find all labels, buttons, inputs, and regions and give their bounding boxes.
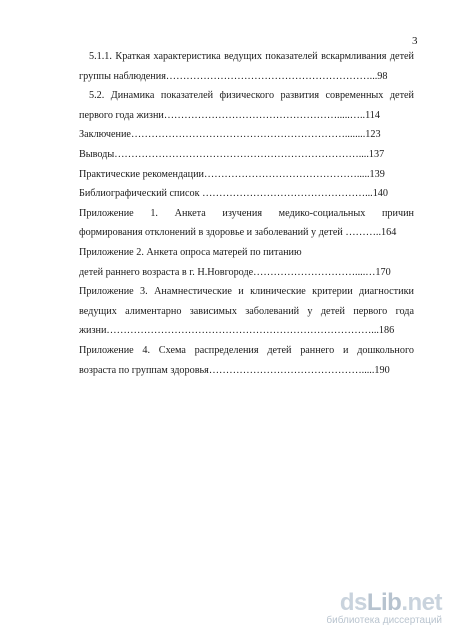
logo-wordmark xyxy=(340,591,442,615)
toc-entry-appendix-3: Приложение 3. Анамнестические и клинические критерии диагностики xyxy=(79,286,414,298)
toc-entry-5-1-1-cont: группы наблюдения……………………………………………………...98 xyxy=(79,70,388,82)
toc-entry-5-2: 5.2. Динамика показателей физического развития современных детей xyxy=(89,90,414,102)
toc-entry-recommendations: Практические рекомендации……………………………………….....139 xyxy=(79,168,385,180)
logo-lib: Lib xyxy=(366,589,402,616)
toc-entry-appendix-4-cont: возраста по группам здоровья……………………………………….....190 xyxy=(79,364,390,376)
logo-ds: ds xyxy=(339,589,367,616)
toc-entry-appendix-1-cont: формирования отклонений в здоровье и заболеваний у детей ………..164 xyxy=(79,227,397,239)
toc-entry-appendix-1: Приложение 1. Анкета изучения медико-социальных причин xyxy=(79,207,414,219)
dslib-watermark-logo[interactable] xyxy=(292,591,442,627)
toc-entry-appendix-3-cont: ведущих алиментарно зависимых заболеваний у детей первого года xyxy=(79,305,414,317)
table-of-contents xyxy=(79,47,414,380)
toc-entry-appendix-4: Приложение 4. Схема распределения детей раннего и дошкольного xyxy=(79,344,414,356)
toc-entry-5-1-1: 5.1.1. Краткая характеристика ведущих показателей вскармливания детей xyxy=(89,51,414,62)
logo-tagline: библиотека диссертаций xyxy=(326,615,442,626)
toc-entry-conclusion: Заключение………………………………………………………........123 xyxy=(79,129,381,141)
page-number: 3 xyxy=(412,35,418,47)
toc-entry-bibliography: Библиографический список …………………………………………...140 xyxy=(79,188,388,200)
toc-entry-5-2-cont: первого года жизни…………………………………………….....…..114 xyxy=(79,109,380,121)
toc-entry-appendix-2: Приложение 2. Анкета опроса матерей по питанию xyxy=(79,246,302,258)
toc-entry-appendix-2-cont: детей раннего возраста в г. Н.Новгороде…………………………....…170 xyxy=(79,266,391,278)
toc-entry-appendix-3-cont2: жизни……………………………………………………………………...186 xyxy=(79,325,395,337)
toc-entry-findings: Выводы………………………………………………………………....137 xyxy=(79,148,385,160)
logo-net: .net xyxy=(401,589,442,616)
